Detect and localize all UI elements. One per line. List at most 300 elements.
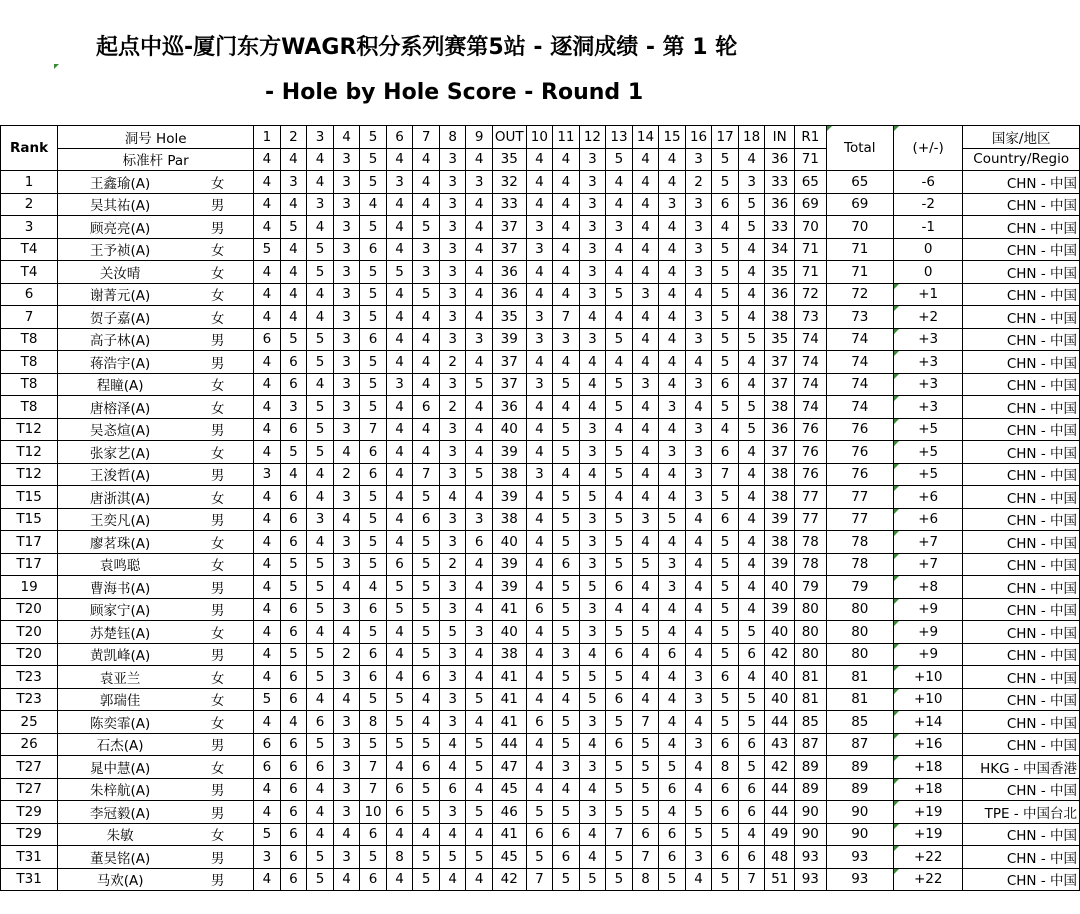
hole-score: 74 <box>794 351 826 374</box>
hole-score: 4 <box>738 463 765 486</box>
hole-score: 5 <box>360 846 387 869</box>
player-country: CHN - 中国 <box>963 711 1080 734</box>
hole-score: 5 <box>738 621 765 644</box>
hole-score: 6 <box>413 508 440 531</box>
player-name: 王奕凡(A) <box>58 508 183 531</box>
hole-score: 4 <box>526 508 553 531</box>
player-total: 85 <box>826 711 893 734</box>
hole-score: 89 <box>794 756 826 779</box>
hole-score: 3 <box>685 216 712 239</box>
player-total: 79 <box>826 576 893 599</box>
hole-score: 5 <box>606 283 633 306</box>
hole-score: 4 <box>466 666 493 689</box>
player-total: 81 <box>826 688 893 711</box>
hole-number: 12 <box>579 126 606 149</box>
hole-number: 5 <box>360 126 387 149</box>
player-rank: T17 <box>1 531 58 554</box>
hole-score: 5 <box>738 216 765 239</box>
hole-score: 5 <box>685 801 712 824</box>
hole-score: 3 <box>439 801 466 824</box>
player-gender: 女 <box>182 283 253 306</box>
hole-score: 37 <box>765 441 795 464</box>
hole-number: 1 <box>254 126 281 149</box>
hole-score: 4 <box>466 351 493 374</box>
hole-score: 65 <box>794 171 826 194</box>
player-name: 顾家宁(A) <box>58 598 183 621</box>
hole-score: 5 <box>360 351 387 374</box>
hole-score: 4 <box>606 598 633 621</box>
hole-score: 6 <box>280 733 307 756</box>
player-rank: T20 <box>1 598 58 621</box>
player-total: 70 <box>826 216 893 239</box>
hole-score: 4 <box>659 418 686 441</box>
player-row <box>1 328 1080 351</box>
hole-score: 5 <box>738 418 765 441</box>
hole-score: 3 <box>659 441 686 464</box>
hole-score: 4 <box>738 283 765 306</box>
hole-score: 3 <box>333 306 360 329</box>
hole-score: 5 <box>360 396 387 419</box>
hole-number: 17 <box>712 126 739 149</box>
hole-score: 36 <box>765 418 795 441</box>
hole-score: 3 <box>333 351 360 374</box>
hole-score: 4 <box>738 238 765 261</box>
hole-score: 7 <box>632 846 659 869</box>
hole-score: 4 <box>526 553 553 576</box>
hole-score: 3 <box>553 328 580 351</box>
par-value: 4 <box>553 148 580 171</box>
hole-score: 4 <box>386 643 413 666</box>
hole-score: 45 <box>492 846 526 869</box>
hole-score: 42 <box>492 868 526 891</box>
player-name: 朱梓航(A) <box>58 778 183 801</box>
hole-score: 4 <box>280 238 307 261</box>
hole-score: 5 <box>606 508 633 531</box>
hole-score: 3 <box>386 171 413 194</box>
hole-score: 5 <box>360 373 387 396</box>
hole-score: 37 <box>492 373 526 396</box>
player-rank: 1 <box>1 171 58 194</box>
player-row <box>1 823 1080 846</box>
hole-score: 4 <box>738 576 765 599</box>
corner-marker-icon <box>54 64 59 69</box>
hole-score: 6 <box>360 598 387 621</box>
hole-score: 37 <box>765 351 795 374</box>
hole-score: 74 <box>794 328 826 351</box>
hole-score: 38 <box>492 508 526 531</box>
player-row <box>1 373 1080 396</box>
player-rank: T12 <box>1 418 58 441</box>
hole-score: 4 <box>738 261 765 284</box>
hole-score: 4 <box>526 418 553 441</box>
hole-score: 4 <box>439 733 466 756</box>
hole-score: 2 <box>685 171 712 194</box>
hole-score: 4 <box>466 553 493 576</box>
hole-score: 5 <box>712 328 739 351</box>
player-rank: 25 <box>1 711 58 734</box>
hole-score: 6 <box>466 531 493 554</box>
hole-score: 3 <box>439 463 466 486</box>
hole-score: 3 <box>333 328 360 351</box>
hole-score: 4 <box>413 306 440 329</box>
player-row <box>1 666 1080 689</box>
player-name: 王予祯(A) <box>58 238 183 261</box>
hole-score: 4 <box>579 823 606 846</box>
player-rank: T31 <box>1 868 58 891</box>
player-rank: T8 <box>1 328 58 351</box>
player-rank: T27 <box>1 778 58 801</box>
player-row <box>1 238 1080 261</box>
hole-score: 4 <box>738 351 765 374</box>
hole-score: 3 <box>307 508 334 531</box>
player-total: 74 <box>826 351 893 374</box>
hole-score: 38 <box>765 486 795 509</box>
hole-score: 5 <box>413 846 440 869</box>
hole-score: 4 <box>579 846 606 869</box>
hole-label: 洞号 Hole <box>58 126 254 149</box>
hole-score: 3 <box>579 193 606 216</box>
hole-score: 5 <box>413 801 440 824</box>
hole-score: 5 <box>659 868 686 891</box>
hole-score: 36 <box>492 283 526 306</box>
player-rank: T4 <box>1 238 58 261</box>
hole-score: 40 <box>492 621 526 644</box>
player-name: 高子林(A) <box>58 328 183 351</box>
hole-score: 5 <box>606 666 633 689</box>
hole-score: 46 <box>492 801 526 824</box>
hole-score: 7 <box>413 463 440 486</box>
player-rank: T15 <box>1 508 58 531</box>
player-name: 唐榕泽(A) <box>58 396 183 419</box>
player-total: 74 <box>826 328 893 351</box>
hole-score: 4 <box>685 643 712 666</box>
player-gender: 女 <box>182 621 253 644</box>
hole-score: 5 <box>413 598 440 621</box>
hole-score: 5 <box>712 688 739 711</box>
hole-score: 4 <box>466 778 493 801</box>
player-rank: T29 <box>1 823 58 846</box>
hole-score: 5 <box>386 576 413 599</box>
hole-score: 4 <box>632 666 659 689</box>
player-gender: 女 <box>182 688 253 711</box>
hole-score: 48 <box>765 846 795 869</box>
hole-score: 4 <box>307 801 334 824</box>
hole-score: 4 <box>738 508 765 531</box>
hole-score: 5 <box>307 418 334 441</box>
hole-score: 6 <box>659 823 686 846</box>
player-diff: +3 <box>893 396 962 419</box>
hole-score: 4 <box>526 576 553 599</box>
hole-score: 3 <box>333 801 360 824</box>
player-country: CHN - 中国 <box>963 171 1080 194</box>
player-row <box>1 643 1080 666</box>
hole-score: 4 <box>632 688 659 711</box>
player-diff: +8 <box>893 576 962 599</box>
hole-score: 5 <box>738 193 765 216</box>
hole-score: 3 <box>439 306 466 329</box>
hole-score: 4 <box>632 306 659 329</box>
hole-score: 3 <box>333 171 360 194</box>
hole-score: 5 <box>712 351 739 374</box>
hole-score: 4 <box>526 643 553 666</box>
player-diff: +18 <box>893 756 962 779</box>
hole-score: 3 <box>333 486 360 509</box>
hole-score: 47 <box>492 756 526 779</box>
hole-score: 4 <box>632 463 659 486</box>
hole-score: 7 <box>738 868 765 891</box>
hole-score: 7 <box>360 756 387 779</box>
hole-score: 4 <box>632 328 659 351</box>
player-name: 关汝晴 <box>58 261 183 284</box>
player-row <box>1 801 1080 824</box>
player-country: TPE - 中国台北 <box>963 801 1080 824</box>
player-country: CHN - 中国 <box>963 643 1080 666</box>
player-gender: 男 <box>182 733 253 756</box>
hole-score: 4 <box>526 778 553 801</box>
hole-score: 5 <box>712 598 739 621</box>
hole-score: 5 <box>466 688 493 711</box>
hole-score: 3 <box>738 171 765 194</box>
hole-score: 3 <box>685 463 712 486</box>
hole-score: 5 <box>553 486 580 509</box>
hole-score: 6 <box>606 733 633 756</box>
hole-score: 6 <box>360 441 387 464</box>
hole-score: 4 <box>632 216 659 239</box>
hole-score: 7 <box>360 418 387 441</box>
player-rank: T8 <box>1 373 58 396</box>
hole-score: 7 <box>553 306 580 329</box>
hole-score: 6 <box>553 846 580 869</box>
par-label: 标准杆 Par <box>58 148 254 171</box>
hole-score: 4 <box>280 283 307 306</box>
hole-score: 6 <box>712 778 739 801</box>
hole-score: 4 <box>466 576 493 599</box>
hole-score: 4 <box>466 823 493 846</box>
hole-score: 4 <box>466 216 493 239</box>
hole-score: 5 <box>466 373 493 396</box>
hole-score: 39 <box>765 598 795 621</box>
hole-score: 4 <box>307 463 334 486</box>
hole-score: 6 <box>280 778 307 801</box>
hole-score: 6 <box>280 621 307 644</box>
hole-score: 5 <box>413 868 440 891</box>
hole-score: 7 <box>360 778 387 801</box>
hole-score: 4 <box>606 238 633 261</box>
hole-score: 39 <box>765 508 795 531</box>
hole-score: 72 <box>794 283 826 306</box>
hole-score: 4 <box>659 283 686 306</box>
player-total: 90 <box>826 823 893 846</box>
score-table <box>0 125 1080 891</box>
hole-score: 4 <box>632 396 659 419</box>
player-rank: 6 <box>1 283 58 306</box>
hole-score: 3 <box>579 553 606 576</box>
player-diff: +14 <box>893 711 962 734</box>
hole-score: 3 <box>466 171 493 194</box>
player-country: CHN - 中国 <box>963 463 1080 486</box>
hole-score: 4 <box>466 238 493 261</box>
hole-score: 6 <box>413 756 440 779</box>
hole-score: 5 <box>254 688 281 711</box>
hole-score: 4 <box>254 441 281 464</box>
hole-score: 6 <box>738 801 765 824</box>
player-rank: 7 <box>1 306 58 329</box>
player-total: 72 <box>826 283 893 306</box>
hole-score: 3 <box>606 216 633 239</box>
hole-score: 5 <box>466 801 493 824</box>
hole-score: 5 <box>632 778 659 801</box>
hole-score: 4 <box>685 621 712 644</box>
hole-score: 36 <box>492 396 526 419</box>
par-value: 71 <box>794 148 826 171</box>
hole-score: 5 <box>553 598 580 621</box>
hole-score: 3 <box>466 621 493 644</box>
hole-score: 5 <box>280 643 307 666</box>
hole-score: 4 <box>659 216 686 239</box>
hole-score: 4 <box>659 238 686 261</box>
player-name: 黄凯峰(A) <box>58 643 183 666</box>
hole-score: 4 <box>659 261 686 284</box>
hole-score: 5 <box>712 576 739 599</box>
hole-score: 4 <box>579 463 606 486</box>
hole-score: 5 <box>738 328 765 351</box>
hole-score: 5 <box>386 598 413 621</box>
player-country: CHN - 中国 <box>963 846 1080 869</box>
hole-score: 5 <box>712 261 739 284</box>
hole-score: 4 <box>254 778 281 801</box>
hole-score: 4 <box>280 711 307 734</box>
hole-score: 3 <box>333 553 360 576</box>
hole-score: 74 <box>794 396 826 419</box>
hole-score: 5 <box>659 508 686 531</box>
hole-score: 4 <box>579 373 606 396</box>
hole-score: 6 <box>632 823 659 846</box>
player-diff: +10 <box>893 688 962 711</box>
hole-score: 5 <box>712 621 739 644</box>
hole-score: 37 <box>492 351 526 374</box>
player-total: 74 <box>826 373 893 396</box>
hole-score: 3 <box>685 418 712 441</box>
hole-score: 81 <box>794 688 826 711</box>
hole-score: 40 <box>765 666 795 689</box>
hole-score: 5 <box>307 238 334 261</box>
par-value: 4 <box>386 148 413 171</box>
player-gender: 男 <box>182 508 253 531</box>
hole-score: 3 <box>333 598 360 621</box>
hole-score: 3 <box>333 373 360 396</box>
hole-score: 3 <box>439 418 466 441</box>
hole-score: 80 <box>794 621 826 644</box>
hole-score: 4 <box>685 351 712 374</box>
player-gender: 男 <box>182 643 253 666</box>
hole-score: 5 <box>526 846 553 869</box>
player-gender: 男 <box>182 463 253 486</box>
hole-score: 6 <box>280 846 307 869</box>
player-name: 陈奕霏(A) <box>58 711 183 734</box>
player-gender: 女 <box>182 306 253 329</box>
player-rank: 19 <box>1 576 58 599</box>
hole-score: 4 <box>526 756 553 779</box>
hole-score: 3 <box>439 441 466 464</box>
hole-score: 44 <box>765 801 795 824</box>
hole-score: 4 <box>413 688 440 711</box>
hole-score: 4 <box>333 576 360 599</box>
hole-score: 4 <box>413 823 440 846</box>
hole-score: 6 <box>280 418 307 441</box>
hole-score: 3 <box>333 711 360 734</box>
par-value: 4 <box>659 148 686 171</box>
hole-score: 3 <box>386 373 413 396</box>
hole-score: 4 <box>386 328 413 351</box>
hole-score: 6 <box>553 823 580 846</box>
player-country: CHN - 中国 <box>963 216 1080 239</box>
hole-score: 90 <box>794 801 826 824</box>
hole-score: 3 <box>439 373 466 396</box>
hole-score: 5 <box>579 666 606 689</box>
hole-score: 7 <box>632 711 659 734</box>
player-row <box>1 688 1080 711</box>
player-rank: T15 <box>1 486 58 509</box>
player-row <box>1 846 1080 869</box>
player-gender: 男 <box>182 576 253 599</box>
player-name: 贺子嘉(A) <box>58 306 183 329</box>
par-value: 5 <box>712 148 739 171</box>
hole-score: 3 <box>333 778 360 801</box>
hole-score: 4 <box>254 171 281 194</box>
par-value: 4 <box>466 148 493 171</box>
hole-score: 4 <box>712 216 739 239</box>
hole-score: 5 <box>606 396 633 419</box>
par-value: 4 <box>280 148 307 171</box>
hole-score: 4 <box>333 868 360 891</box>
hole-score: 4 <box>386 351 413 374</box>
player-diff: +5 <box>893 418 962 441</box>
hole-score: 4 <box>606 306 633 329</box>
hole-score: 4 <box>526 171 553 194</box>
total-header: Total <box>826 126 893 171</box>
player-diff: +22 <box>893 868 962 891</box>
hole-score: 3 <box>579 598 606 621</box>
hole-score: 3 <box>526 216 553 239</box>
hole-score: 3 <box>439 171 466 194</box>
hole-score: 3 <box>579 216 606 239</box>
player-total: 71 <box>826 238 893 261</box>
hole-score: 3 <box>333 666 360 689</box>
hole-score: 5 <box>360 216 387 239</box>
hole-score: 3 <box>685 238 712 261</box>
hole-score: 3 <box>632 373 659 396</box>
player-country: CHN - 中国 <box>963 261 1080 284</box>
hole-score: 4 <box>685 598 712 621</box>
player-row <box>1 441 1080 464</box>
hole-score: 6 <box>280 666 307 689</box>
hole-score: 77 <box>794 486 826 509</box>
hole-score: 5 <box>280 328 307 351</box>
player-gender: 男 <box>182 598 253 621</box>
hole-score: 6 <box>606 576 633 599</box>
player-gender: 女 <box>182 553 253 576</box>
hole-score: 40 <box>765 621 795 644</box>
player-row <box>1 711 1080 734</box>
hole-score: 41 <box>492 711 526 734</box>
player-gender: 男 <box>182 216 253 239</box>
hole-score: 6 <box>738 846 765 869</box>
player-total: 76 <box>826 418 893 441</box>
hole-score: 3 <box>685 846 712 869</box>
player-rank: T20 <box>1 643 58 666</box>
rank-header: Rank <box>1 126 58 171</box>
hole-score: 93 <box>794 868 826 891</box>
